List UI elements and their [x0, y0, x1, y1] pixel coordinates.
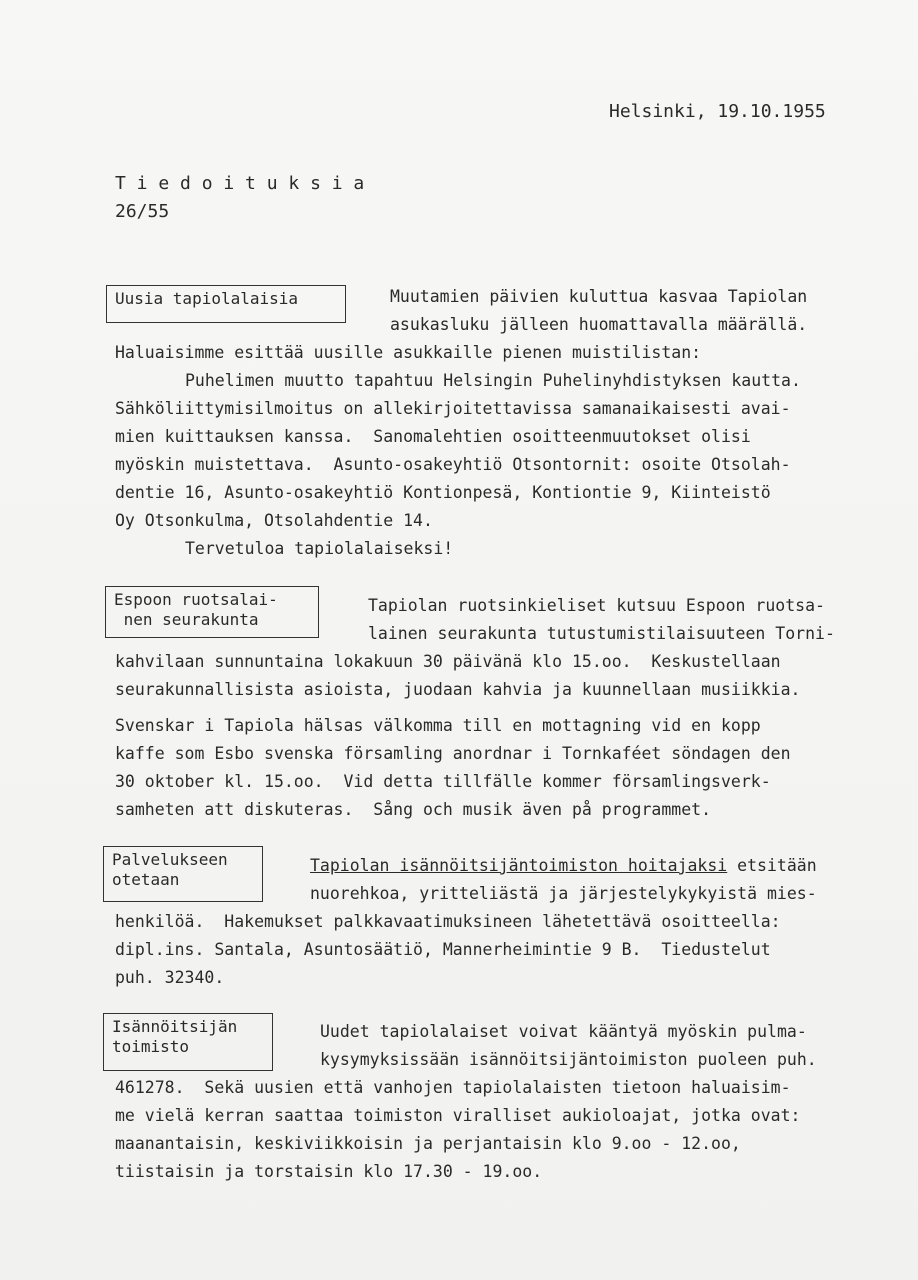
section-label-box: Palvelukseen otetaan — [103, 846, 263, 902]
paragraph-line — [310, 852, 817, 880]
paragraph-line: kysymyksissään isännöitsijäntoimiston puoleen puh. — [320, 1050, 817, 1069]
document-number: 26/55 — [115, 201, 170, 222]
paragraph-line: lainen seurakunta tutustumistilaisuuteen Torni- — [368, 624, 835, 643]
paragraph-line: Oy Otsonkulma, Otsolahdentie 14. — [115, 511, 433, 530]
paragraph-line: henkilöä. Hakemukset palkkavaatimuksineen lähetettävä osoitteella: — [115, 912, 781, 931]
document-date: Helsinki, 19.10.1955 — [609, 101, 826, 122]
paragraph-line: Svenskar i Tapiola hälsas välkomma till en mottagning vid en kopp — [115, 716, 761, 735]
paragraph-line: 461278. Sekä uusien että vanhojen tapiolalaisten tietoon haluaisim- — [115, 1078, 791, 1097]
paragraph-line: seurakunnallisista asioista, juodaan kahvia ja kuunnellaan musiikkia. — [115, 680, 801, 699]
paragraph-line: nuorehkoa, yritteliästä ja järjestelykykyistä mies- — [310, 884, 817, 903]
paragraph-line: dentie 16, Asunto-osakeyhtiö Kontionpesä, Kontiontie 9, Kiinteistö — [115, 483, 771, 502]
paragraph-line: mien kuittauksen kanssa. Sanomalehtien osoitteenmuutokset olisi — [115, 427, 751, 446]
paragraph-line: Tapiolan ruotsinkieliset kutsuu Espoon ruotsa- — [368, 596, 825, 615]
paragraph-line: puh. 32340. — [115, 968, 225, 987]
paragraph-line: Muutamien päivien kuluttua kasvaa Tapiolan — [390, 287, 808, 306]
section-label-box: Isännöitsijän toimisto — [103, 1013, 273, 1071]
paragraph-line: maanantaisin, keskiviikkoisin ja perjantaisin klo 9.oo - 12.oo, — [115, 1134, 741, 1153]
paragraph-line: dipl.ins. Santala, Asuntosäätiö, Mannerheimintie 9 B. Tiedustelut — [115, 940, 771, 959]
underlined-heading: Tapiolan isännöitsijäntoimiston hoitajaksi — [310, 856, 728, 875]
paragraph-line: me vielä kerran saattaa toimiston viralliset aukioloajat, jotka ovat: — [115, 1106, 801, 1125]
section-label-box: Uusia tapiolalaisia — [106, 285, 346, 323]
paragraph-line: tiistaisin ja torstaisin klo 17.30 - 19.oo. — [115, 1162, 543, 1181]
paragraph-line: myöskin muistettava. Asunto-osakeyhtiö Otsontornit: osoite Otsolah- — [115, 455, 791, 474]
paragraph-line: asukasluku jälleen huomattavalla määrällä. — [390, 315, 808, 334]
paragraph-line: Puhelimen muutto tapahtuu Helsingin Puhelinyhdistyksen kautta. — [185, 371, 801, 390]
paragraph-line: 30 oktober kl. 15.oo. Vid detta tillfälle kommer församlingsverk- — [115, 772, 771, 791]
paragraph-line: kaffe som Esbo svenska församling anordnar i Tornkaféet söndagen den — [115, 744, 791, 763]
paragraph-line-tail: etsitään — [727, 856, 817, 875]
paragraph-line: Haluaisimme esittää uusille asukkaille pienen muistilistan: — [115, 343, 702, 362]
section-label-box: Espoon ruotsalai- nen seurakunta — [105, 586, 319, 638]
paragraph-line: samheten att diskuteras. Sång och musik även på programmet. — [115, 800, 712, 819]
paragraph-line: Uudet tapiolalaiset voivat kääntyä myöskin pulma- — [320, 1022, 807, 1041]
paragraph-line: kahvilaan sunnuntaina lokakuun 30 päivänä klo 15.oo. Keskustellaan — [115, 652, 781, 671]
paragraph-line: Sähköliittymisilmoitus on allekirjoitettavissa samanaikaisesti avai- — [115, 399, 791, 418]
paragraph-line: Tervetuloa tapiolalaiseksi! — [185, 539, 454, 558]
document-title: T i e d o i t u k s i a — [115, 173, 365, 194]
